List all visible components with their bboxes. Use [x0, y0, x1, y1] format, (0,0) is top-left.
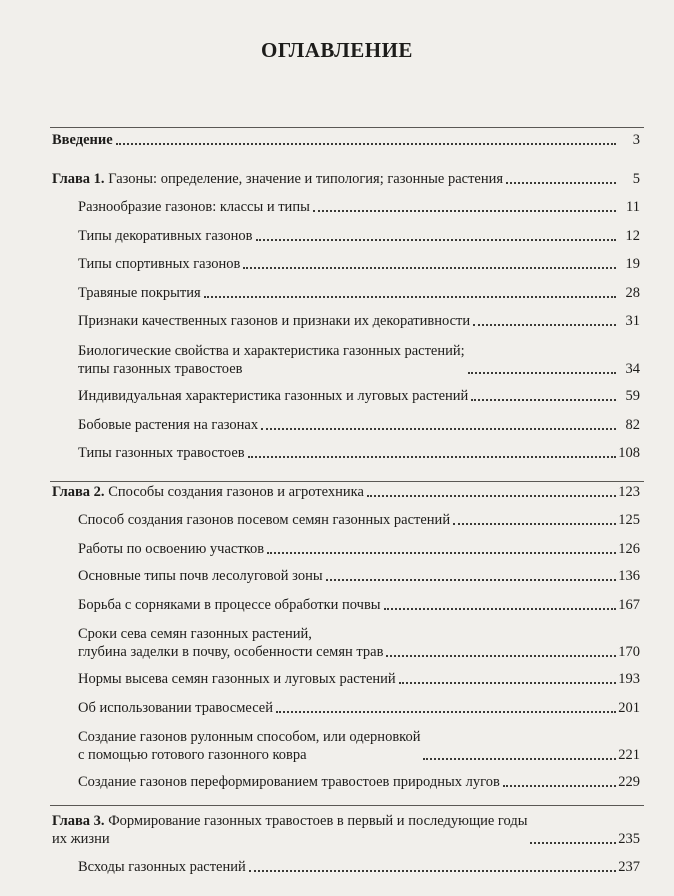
toc-entry[interactable]: [78, 227, 640, 245]
toc-page-number: 123: [618, 484, 640, 500]
dot-leader: [276, 711, 616, 713]
toc-entry-label: Основные типы почв лесолуговой зоны: [78, 568, 323, 584]
toc-page-number: 5: [632, 171, 640, 187]
toc-entry[interactable]: [78, 284, 640, 302]
chapter-title: Газоны: определение, значение и типология; газонные растения: [108, 171, 504, 187]
toc-entry[interactable]: [78, 198, 640, 216]
toc-entry[interactable]: [78, 312, 640, 330]
chapter-title: Формирование газонных травостоев в первый и последующие годы их жизни: [52, 813, 528, 847]
toc-entry-label: Травяные покрытия: [78, 285, 201, 301]
toc-entry[interactable]: [78, 858, 640, 876]
toc-page-number: 34: [625, 361, 640, 377]
chapter-number: Глава 1.: [52, 171, 105, 187]
toc-entry-label: Всходы газонных растений: [78, 859, 246, 875]
dot-leader: [256, 239, 616, 241]
dot-leader: [261, 428, 616, 430]
toc-entry-label: Введение: [52, 132, 113, 148]
toc-entry-label: Индивидуальная характеристика газонных и луговых растений: [78, 388, 469, 404]
toc-entry[interactable]: [78, 342, 640, 378]
dot-leader: [267, 552, 616, 554]
dot-leader: [399, 682, 616, 684]
toc-entry[interactable]: [78, 625, 640, 661]
dot-leader: [386, 655, 616, 657]
dot-leader: [249, 870, 616, 872]
chapter-number: Глава 3.: [52, 813, 105, 829]
dot-leader: [248, 456, 616, 458]
toc-page-number: 237: [618, 859, 640, 875]
chapter-title: Способы создания газонов и агротехника: [108, 484, 364, 500]
toc-page-number: 170: [618, 644, 640, 660]
page-title: ОГЛАВЛЕНИЕ: [261, 38, 413, 62]
toc-page-number: 136: [618, 568, 640, 584]
dot-leader: [243, 267, 616, 269]
toc-entry-label: [52, 812, 527, 848]
toc-entry-label: Типы спортивных газонов: [78, 256, 241, 272]
dot-leader: [468, 372, 616, 374]
dot-leader: [503, 785, 616, 787]
dot-leader: [116, 143, 616, 145]
dot-leader: [204, 296, 616, 298]
toc-entry-chapter-3[interactable]: [52, 812, 640, 848]
toc-page-number: 125: [618, 512, 640, 528]
toc-entry[interactable]: [78, 567, 640, 585]
toc-entry[interactable]: [78, 444, 640, 462]
toc-entry[interactable]: [78, 728, 640, 764]
toc-page-number: 12: [625, 228, 640, 244]
toc-page-number: 31: [625, 313, 640, 329]
toc-page-number: 193: [618, 671, 640, 687]
toc-page-number: 229: [618, 774, 640, 790]
toc-entry-label: Создание газонов рулонным способом, или одерновкой с помощью готового газонного ковра: [78, 729, 421, 763]
toc-page-number: 126: [618, 541, 640, 557]
toc-entry-label: Борьба с сорняками в процессе обработки почвы: [78, 597, 381, 613]
toc-entry-chapter-1[interactable]: [52, 170, 640, 188]
toc-page-number: 167: [618, 597, 640, 613]
toc-entry[interactable]: [78, 670, 640, 688]
toc-entry-label: Типы газонных травостоев: [78, 445, 245, 461]
dot-leader: [367, 495, 616, 497]
toc-entry-introduction[interactable]: [52, 131, 640, 149]
dot-leader: [453, 523, 616, 525]
toc-page-number: 3: [632, 132, 640, 148]
toc-entry-label: [52, 170, 503, 188]
toc-entry[interactable]: [78, 511, 640, 529]
chapter-number: Глава 2.: [52, 484, 105, 500]
toc-entry-label: Создание газонов переформированием травостоев природных лугов: [78, 774, 500, 790]
dot-leader: [384, 608, 616, 610]
toc-entry[interactable]: [78, 540, 640, 558]
toc-entry-label: Бобовые растения на газонах: [78, 417, 259, 433]
toc-entry-label: Типы декоративных газонов: [78, 228, 253, 244]
toc-page-number: 28: [625, 285, 640, 301]
dot-leader: [326, 579, 616, 581]
toc-entry-label: Об использовании травосмесей: [78, 700, 273, 716]
dot-leader: [506, 182, 616, 184]
toc-page-number: 221: [618, 747, 640, 763]
dot-leader: [471, 399, 616, 401]
toc-entry-label: Нормы высева семян газонных и луговых растений: [78, 671, 396, 687]
dot-leader: [313, 210, 616, 212]
toc-entry[interactable]: [78, 773, 640, 791]
dot-leader: [423, 758, 616, 760]
dot-leader: [530, 842, 616, 844]
toc-entry[interactable]: [78, 255, 640, 273]
toc-page-number: 201: [618, 700, 640, 716]
toc-entry-label: Сроки сева семян газонных растений, глубина заделки в почву, особенности семян трав: [78, 626, 384, 660]
toc-entry-label: Биологические свойства и характеристика газонных растений; типы газонных травостоев: [78, 343, 465, 377]
toc-entry[interactable]: [78, 596, 640, 614]
toc-page-number: 82: [625, 417, 640, 433]
toc-entry-label: Способ создания газонов посевом семян газонных растений: [78, 512, 451, 528]
toc-page-number: 235: [618, 831, 640, 847]
toc-page-number: 19: [625, 256, 640, 272]
toc-entry[interactable]: [78, 387, 640, 405]
dot-leader: [473, 324, 616, 326]
toc-entry-chapter-2[interactable]: [52, 483, 640, 501]
toc-entry-label: Разнообразие газонов: классы и типы: [78, 199, 310, 215]
toc-page-number: 59: [625, 388, 640, 404]
toc-entry-label: Признаки качественных газонов и признаки их декоративности: [78, 313, 471, 329]
toc-page-number: 11: [626, 199, 640, 215]
toc-page-number: 108: [618, 445, 640, 461]
toc-entry-label: [52, 483, 364, 501]
toc-entry[interactable]: [78, 416, 640, 434]
toc-entry[interactable]: [78, 699, 640, 717]
toc-entry-label: Работы по освоению участков: [78, 541, 265, 557]
